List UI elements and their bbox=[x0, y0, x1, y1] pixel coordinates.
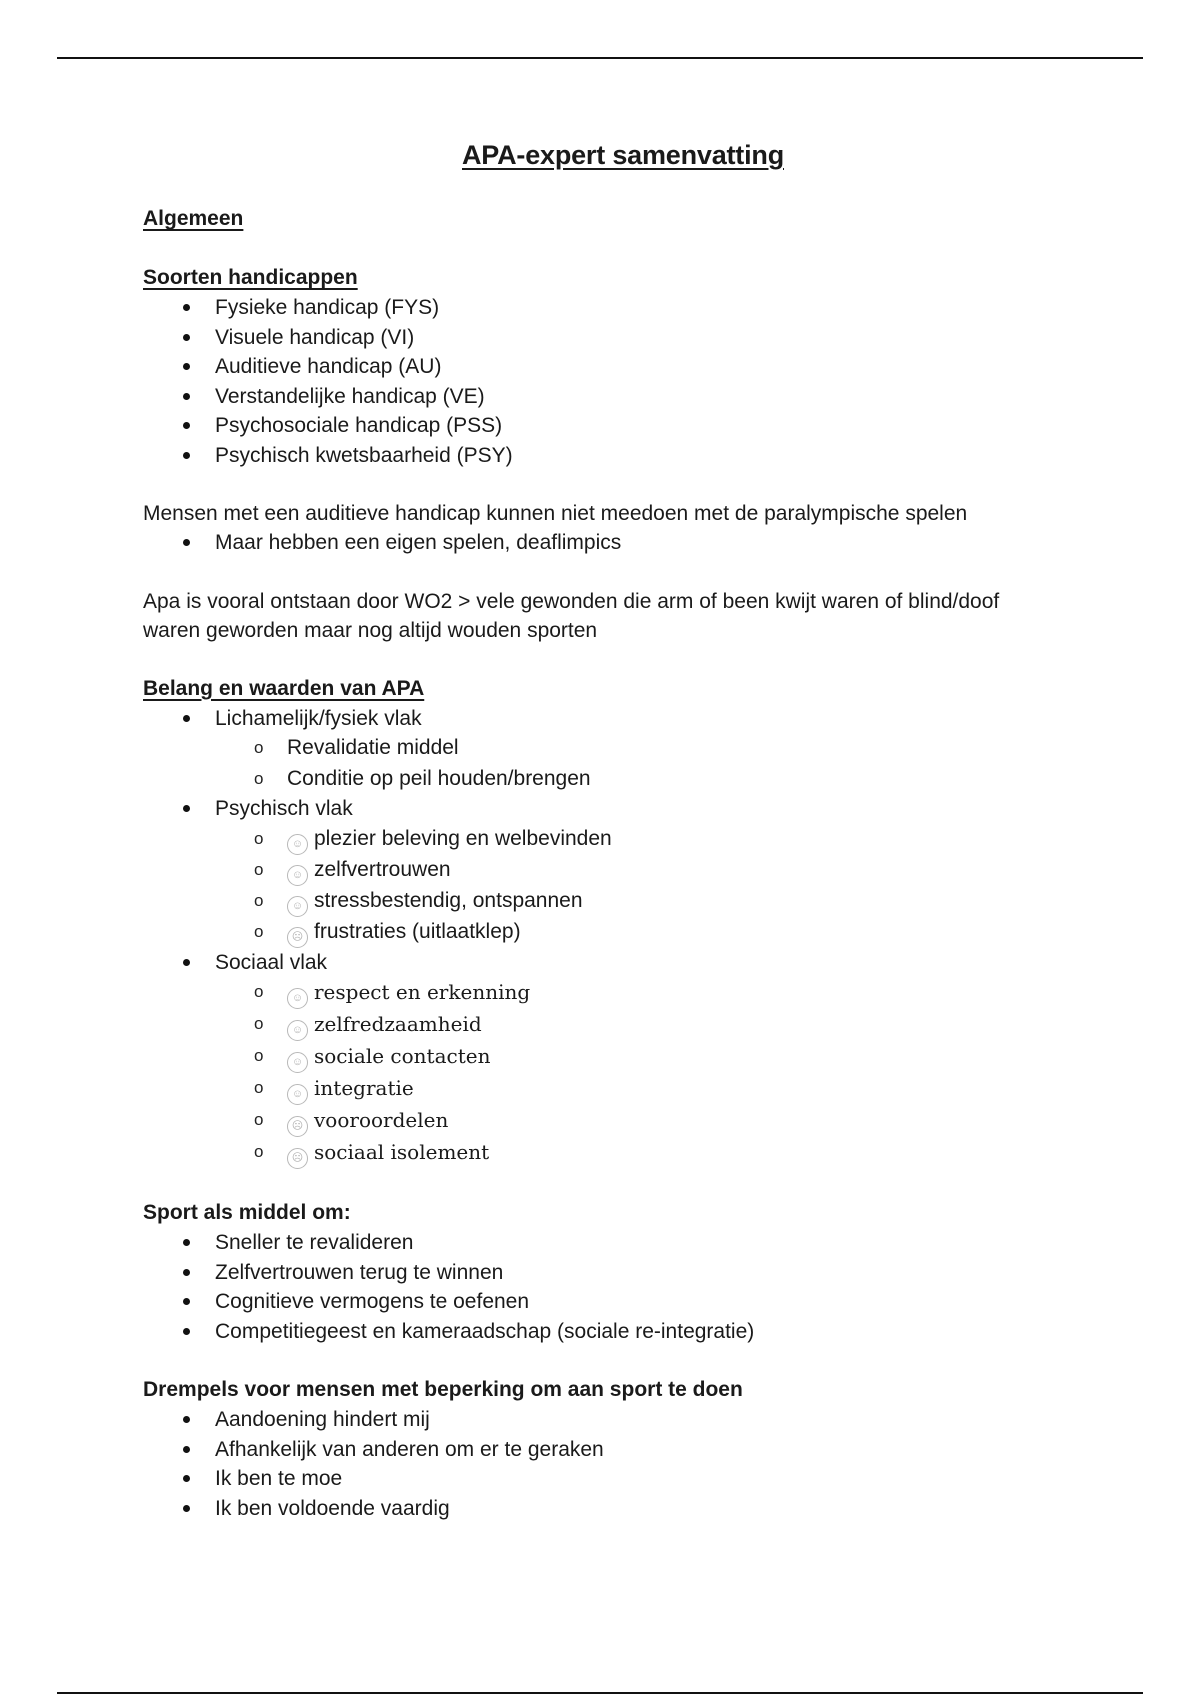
list-item: Maar hebben een eigen spelen, deaflimpics bbox=[215, 531, 622, 554]
sub-list-item: o Conditie op peil houden/brengen bbox=[215, 764, 1103, 795]
list-item: Ik ben te moe bbox=[215, 1467, 343, 1490]
circle-bullet-icon: o bbox=[254, 768, 264, 788]
circle-bullet-icon: o bbox=[254, 859, 264, 879]
list-item: Afhankelijk van anderen om er te geraken bbox=[215, 1437, 604, 1461]
smiley-sad-icon: ☹ bbox=[287, 927, 308, 948]
circle-bullet-icon: o bbox=[254, 982, 264, 1001]
sub-list bbox=[215, 977, 1103, 1169]
sub-list-item: o Revalidatie middel bbox=[215, 733, 1103, 764]
circle-bullet-icon: o bbox=[254, 890, 264, 910]
origin-paragraph-line1: Apa is vooral ontstaan door WO2 > vele gewonden die arm of been kwijt waren of blind/doof bbox=[143, 589, 1000, 613]
sport-means-list bbox=[143, 1228, 1103, 1346]
smiley-happy-icon: ☺ bbox=[287, 834, 308, 855]
circle-bullet-icon: o bbox=[254, 1142, 264, 1161]
smiley-happy-icon: ☺ bbox=[287, 988, 308, 1009]
circle-bullet-icon: o bbox=[254, 738, 264, 757]
list-item: Ik ben voldoende vaardig bbox=[215, 1496, 450, 1520]
section-heading-sport-means: Sport als middel om: bbox=[143, 1201, 351, 1224]
document-title: APA-expert samenvatting bbox=[462, 140, 784, 170]
values-group-social: Sociaal vlak o ☺ respect en erkenning o ☺ zelfredzaamheid o ☺ sociale contacten o ☺ integratie o ☹ vooroordelen o ☹ sociaal isolement bbox=[143, 948, 1103, 1170]
origin-paragraph-line2: waren geworden maar nog altijd wouden sporten bbox=[143, 618, 598, 642]
smiley-happy-icon: ☺ bbox=[287, 865, 308, 886]
auditory-paragraph: Mensen met een auditieve handicap kunnen niet meedoen met de paralympische spelen bbox=[143, 502, 968, 525]
sub-list-item: o ☺ respect en erkenning bbox=[215, 977, 1103, 1009]
sub-list-item: o ☹ frustraties (uitlaatklep) bbox=[215, 917, 1103, 948]
smiley-happy-icon: ☺ bbox=[287, 1084, 308, 1105]
circle-bullet-icon: o bbox=[254, 1046, 264, 1065]
thresholds-list bbox=[143, 1405, 1103, 1523]
list-item: Psychosociale handicap (PSS) bbox=[215, 414, 503, 437]
auditory-list bbox=[143, 528, 1103, 558]
circle-bullet-icon: o bbox=[254, 921, 264, 941]
list-item: Cognitieve vermogens te oefenen bbox=[215, 1290, 530, 1313]
circle-bullet-icon: o bbox=[254, 1110, 264, 1129]
smiley-happy-icon: ☺ bbox=[287, 896, 308, 917]
list-item: Zelfvertrouwen terug te winnen bbox=[215, 1260, 504, 1284]
circle-bullet-icon: o bbox=[254, 828, 264, 848]
sub-list-item: o ☺ plezier beleving en welbevinden bbox=[215, 824, 1103, 855]
list-item: Sneller te revalideren bbox=[215, 1231, 414, 1254]
smiley-happy-icon: ☺ bbox=[287, 1020, 308, 1041]
sub-list-item: o ☹ vooroordelen bbox=[215, 1105, 1103, 1137]
section-heading-thresholds: Drempels voor mensen met beperking om aan sport te doen bbox=[143, 1378, 743, 1401]
list-item: Verstandelijke handicap (VE) bbox=[215, 384, 485, 408]
sub-list-item: o ☺ sociale contacten bbox=[215, 1041, 1103, 1073]
list-item: Competitiegeest en kameraadschap (sociale re-integratie) bbox=[215, 1319, 755, 1343]
list-item: Fysieke handicap (FYS) bbox=[215, 296, 440, 319]
list-item: Aandoening hindert mij bbox=[215, 1408, 430, 1431]
section-heading-general: Algemeen bbox=[143, 207, 244, 230]
smiley-sad-icon: ☹ bbox=[287, 1116, 308, 1137]
circle-bullet-icon: o bbox=[254, 1078, 264, 1097]
footer-rule bbox=[57, 1692, 1143, 1694]
values-group-physical: Lichamelijk/fysiek vlak o Revalidatie middel o Conditie op peil houden/brengen bbox=[143, 704, 1103, 795]
sub-list-item: o ☺ integratie bbox=[215, 1073, 1103, 1105]
section-heading-types: Soorten handicappen bbox=[143, 266, 358, 289]
list-item: Auditieve handicap (AU) bbox=[215, 355, 442, 378]
document-body bbox=[143, 140, 1103, 1523]
smiley-sad-icon: ☹ bbox=[287, 1148, 308, 1169]
sub-list-item: o ☺ zelfredzaamheid bbox=[215, 1009, 1103, 1041]
sub-list-item: o ☺ stressbestendig, ontspannen bbox=[215, 886, 1103, 917]
list-item: Psychisch kwetsbaarheid (PSY) bbox=[215, 443, 513, 467]
sub-list-item: o ☺ zelfvertrouwen bbox=[215, 855, 1103, 886]
header-rule bbox=[57, 57, 1143, 59]
sub-list bbox=[215, 733, 1103, 794]
smiley-happy-icon: ☺ bbox=[287, 1052, 308, 1073]
circle-bullet-icon: o bbox=[254, 1014, 264, 1033]
sub-list-item: o ☹ sociaal isolement bbox=[215, 1137, 1103, 1169]
types-list bbox=[143, 293, 1103, 470]
list-item: Visuele handicap (VI) bbox=[215, 325, 415, 349]
section-heading-values: Belang en waarden van APA bbox=[143, 676, 425, 700]
sub-list bbox=[215, 824, 1103, 948]
values-group-psychological: Psychisch vlak o ☺ plezier beleving en welbevinden o ☺ zelfvertrouwen o ☺ stressbestendig, ontspannen o ☹ frustraties (uitlaatklep) bbox=[143, 794, 1103, 948]
values-list bbox=[143, 704, 1103, 1170]
